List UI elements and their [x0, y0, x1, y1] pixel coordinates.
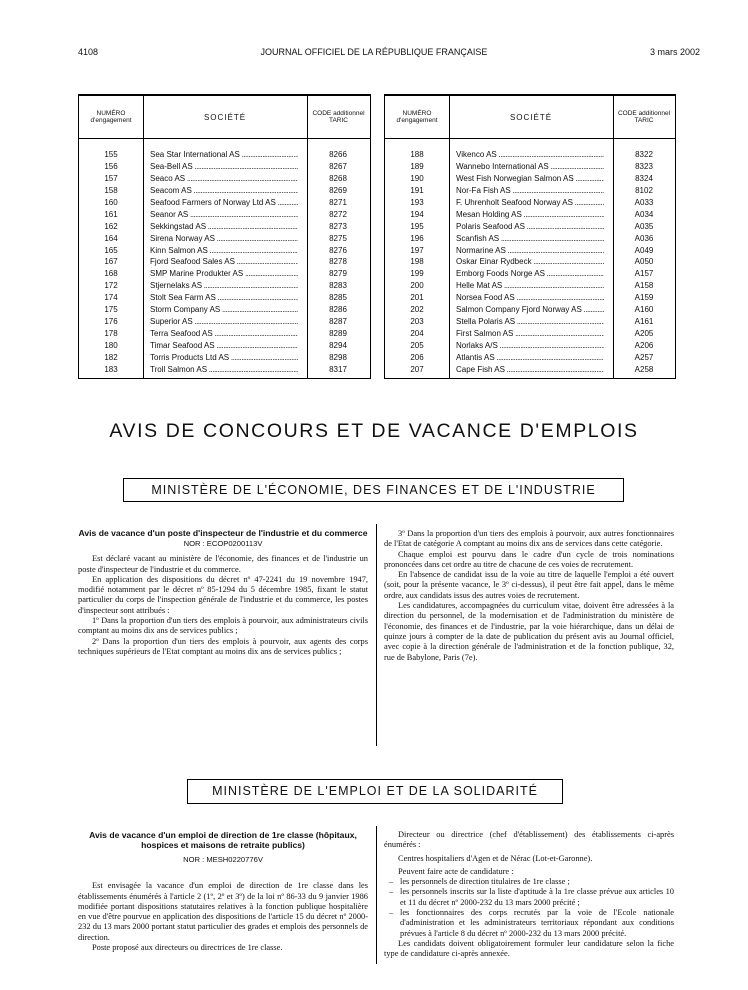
table-row	[385, 221, 675, 233]
engagement-number: 189	[410, 161, 424, 171]
engagement-number: 175	[104, 305, 118, 315]
company-name: Nor-Fa Fish AS .....	[456, 185, 604, 197]
company-name: Sirena Norway AS .....	[150, 233, 298, 245]
engagement-number: 182	[104, 352, 118, 362]
company-name: Sekkingstad AS .....	[150, 221, 298, 233]
table-row	[385, 256, 675, 268]
taric-code: 8278	[329, 257, 347, 267]
paragraph: Peuvent faire acte de candidature :	[398, 866, 514, 876]
paragraph: 2º Dans la proportion d'un tiers des emplois à pourvoir, aux agents des corps techniques supérieurs de l'Etat comptant au moins dix ans de services publics ;	[78, 636, 368, 656]
taric-code: 8269	[329, 185, 347, 195]
paragraph: En application des dispositions du décret nº 47-2241 du 19 novembre 1947, modifié notamment par le décret nº 85-1294 du 5 décembre 1985, fixant le statut particulier du corps de l'inspection générale de l'industrie et du commerce, les postes d'inspecteur sont attribués :	[78, 574, 368, 615]
engagement-number: 196	[410, 233, 424, 243]
taric-code: 8276	[329, 245, 347, 255]
taric-code: A033	[634, 197, 654, 207]
col-header-code: CODE additionnel TARIC	[617, 110, 671, 124]
company-name: Torris Products Ltd AS .....	[150, 352, 298, 364]
nor-reference: NOR : ECOP0200113V	[183, 539, 263, 548]
taric-code: A157	[634, 269, 654, 279]
paragraph: Centres hospitaliers d'Agen et de Nérac (Lot-et-Garonne).	[398, 853, 593, 863]
ministry1-left-column	[78, 528, 368, 657]
taric-code: 8294	[329, 341, 347, 350]
engagement-number: 206	[410, 352, 424, 362]
taric-code: A159	[634, 293, 654, 303]
company-name: Mesan Holding AS .....	[456, 209, 604, 221]
table-row	[385, 161, 675, 173]
col-header-numero: NUMÉRO d'engagement	[396, 110, 438, 124]
company-name: SMP Marine Produkter AS .....	[150, 268, 298, 280]
taric-code: 8279	[329, 269, 347, 279]
company-name: First Salmon AS .....	[456, 328, 604, 340]
table-row	[385, 173, 675, 185]
taric-code: 8266	[329, 150, 347, 159]
engagement-number: 180	[104, 341, 118, 350]
taric-code: 8268	[329, 173, 347, 183]
engagement-number: 161	[104, 209, 118, 219]
table-row	[79, 316, 370, 328]
col-header-societe: SOCIÉTÉ	[203, 112, 247, 122]
table-body	[385, 139, 675, 378]
engagement-number: 156	[104, 161, 118, 171]
taric-code: 8324	[635, 173, 653, 183]
taric-code: 8289	[329, 329, 347, 339]
table-row	[79, 221, 370, 233]
table-row	[385, 304, 675, 316]
paragraph: Est déclaré vacant au ministère de l'économie, des finances et de l'industrie un poste d'inspecteur de l'industrie et du commerce.	[78, 554, 368, 574]
table-row	[79, 245, 370, 257]
engagement-number: 162	[104, 221, 118, 231]
column-divider	[376, 826, 377, 964]
taric-code: 8317	[329, 364, 347, 374]
notice-heading: Avis de vacance d'un emploi de direction de 1re classe (hôpitaux, hospices et maisons de retraite publics)	[89, 830, 357, 850]
company-name: Superior AS .....	[150, 316, 298, 328]
taric-code: A049	[634, 245, 654, 255]
company-name: Helle Mat AS .....	[456, 280, 604, 292]
company-name: Troll Salmon AS .....	[150, 364, 298, 376]
table-row	[79, 197, 370, 209]
taric-code: 8271	[329, 197, 347, 207]
taric-code: 8283	[329, 281, 347, 291]
table-row	[385, 209, 675, 221]
table-row	[385, 328, 675, 340]
engagement-number: 205	[410, 341, 424, 350]
engagement-number: 202	[410, 305, 424, 315]
engagement-number: 193	[410, 197, 424, 207]
company-name: Stjernelaks AS .....	[150, 280, 298, 292]
company-name: West Fish Norwegian Salmon AS .....	[456, 173, 604, 185]
table-row	[385, 149, 675, 161]
table-row	[79, 209, 370, 221]
table-row	[79, 268, 370, 280]
engagement-number: 207	[410, 364, 424, 374]
taric-code: 8322	[635, 150, 653, 159]
candidate-list	[384, 877, 674, 939]
list-item: – les personnels de direction titulaires de 1re classe ;	[400, 877, 674, 887]
company-name: Wannebo International AS .....	[456, 161, 604, 173]
table-row	[385, 352, 675, 364]
engagement-number: 198	[410, 257, 424, 267]
taric-code: 8285	[329, 293, 347, 303]
table-row	[385, 268, 675, 280]
table-row	[385, 316, 675, 328]
company-name: Sea Star International AS .....	[150, 149, 298, 161]
table-row	[385, 233, 675, 245]
table-row	[79, 185, 370, 197]
table-row	[385, 280, 675, 292]
page-number: 4108	[78, 47, 99, 57]
table-row	[79, 256, 370, 268]
table-row	[79, 149, 370, 161]
paragraph: En l'absence de candidat issu de la voie au titre de laquelle l'emploi a été ouvert (soit, pour la présente vacance, le 3º ci-dessus), il peut être fait appel, dans le même ordre, aux candidats issus des autres voies de recrutement.	[384, 570, 674, 600]
col-header-code: CODE additionnel TARIC	[312, 110, 365, 124]
paragraph: Les candidats doivent obligatoirement formuler leur candidature selon la fiche type de candidature ci-après annexée.	[384, 938, 674, 959]
table-body	[79, 139, 370, 378]
taric-code: 8286	[329, 305, 347, 315]
taric-table-left	[78, 94, 371, 379]
company-name: F. Uhrenholt Seafood Norway AS .....	[456, 197, 604, 209]
table-row	[385, 197, 675, 209]
company-name: Stella Polaris AS .....	[456, 316, 604, 328]
taric-code: 8298	[329, 352, 347, 362]
taric-code: A050	[634, 257, 654, 267]
company-name: Timar Seafood AS .....	[150, 340, 298, 352]
engagement-number: 188	[410, 150, 424, 159]
engagement-number: 199	[410, 269, 424, 279]
company-name: Terra Seafood AS .....	[150, 328, 298, 340]
paragraph: Est envisagée la vacance d'un emploi de direction de 1re classe dans les établissements énumérés à l'article 2 (1º, 2º et 3º) de la loi nº 86-33 du 9 janvier 1986 modifiée portant dispositions statutaires relatives à la fonction publique hospitalière en vue d'être pourvue en application des dispositions de l'article 15 du décret nº 2000-232 du 13 mars 2000 portant statut particulier des grades et emplois des personnels de direction.	[78, 881, 368, 942]
table-row	[79, 364, 370, 376]
table-row	[79, 161, 370, 173]
taric-code: A258	[634, 364, 654, 374]
table-row	[79, 352, 370, 364]
company-name: Oskar Einar Rydbeck .....	[456, 256, 604, 268]
company-name: Emborg Foods Norge AS .....	[456, 268, 604, 280]
column-divider	[376, 524, 377, 746]
taric-code: A206	[634, 341, 654, 350]
ministry2-right-column	[384, 830, 674, 960]
engagement-number: 200	[410, 281, 424, 291]
company-name: Seacom AS .....	[150, 185, 298, 197]
taric-code: A036	[634, 233, 654, 243]
notice-heading: Avis de vacance d'un poste d'inspecteur de l'industrie et du commerce	[78, 528, 368, 538]
company-name: Storm Company AS .....	[150, 304, 298, 316]
table-row	[385, 245, 675, 257]
company-name: Salmon Company Fjord Norway AS .....	[456, 304, 604, 316]
company-name: Seanor AS .....	[150, 209, 298, 221]
table-row	[385, 340, 675, 352]
taric-code: A158	[634, 281, 654, 291]
table-row	[79, 233, 370, 245]
company-name: Scanfish AS .....	[456, 233, 604, 245]
engagement-number: 174	[104, 293, 118, 303]
company-name: Kinn Salmon AS .....	[150, 245, 298, 257]
journal-title: JOURNAL OFFICIEL DE LA RÉPUBLIQUE FRANÇAISE	[260, 47, 488, 57]
taric-code: 8272	[329, 209, 347, 219]
list-item: – les personnels inscrits sur la liste d'aptitude à la 1re classe prévue aux articles 10 et 11 du décret nº 2000-232 du 13 mars 2000 précité ;	[400, 887, 674, 908]
table-row	[79, 280, 370, 292]
engagement-number: 190	[410, 173, 424, 183]
company-name: Sea-Bell AS .....	[150, 161, 298, 173]
ministry1-right-column	[384, 529, 674, 663]
company-name: Norlaks A/S .....	[456, 340, 604, 352]
paragraph: 3º Dans la proportion d'un tiers des emplois à pourvoir, aux autres fonctionnaires de l'Etat de catégorie A comptant au moins dix ans de services dans cette catégorie.	[384, 529, 674, 549]
company-name: Fjord Seafood Sales AS .....	[150, 256, 298, 268]
company-name: Cape Fish AS .....	[456, 364, 604, 376]
company-name: Polaris Seafood AS .....	[456, 221, 604, 233]
taric-code: A034	[634, 209, 654, 219]
table-row	[385, 292, 675, 304]
taric-code: 8287	[329, 317, 347, 327]
company-name: Norsea Food AS .....	[456, 292, 604, 304]
table-row	[79, 292, 370, 304]
nor-reference: NOR : MESH0220776V	[183, 855, 263, 864]
engagement-number: 178	[104, 329, 118, 339]
company-name: Stolt Sea Farm AS .....	[150, 292, 298, 304]
taric-code: 8275	[329, 233, 347, 243]
engagement-number: 160	[104, 197, 118, 207]
table-row	[79, 328, 370, 340]
col-header-numero: NUMÉRO d'engagement	[90, 110, 132, 124]
company-name: Normarine AS .....	[456, 245, 604, 257]
engagement-number: 183	[104, 364, 118, 374]
company-name: Atlantis AS .....	[456, 352, 604, 364]
engagement-number: 165	[104, 245, 118, 255]
ministry-emploi-box: MINISTÈRE DE L'EMPLOI ET DE LA SOLIDARITÉ	[187, 779, 563, 804]
engagement-number: 164	[104, 233, 118, 243]
taric-code: 8323	[635, 161, 653, 171]
engagement-number: 197	[410, 245, 424, 255]
engagement-number: 191	[410, 185, 424, 195]
table-row	[79, 340, 370, 352]
engagement-number: 194	[410, 209, 424, 219]
engagement-number: 155	[104, 150, 118, 159]
company-name: Seafood Farmers of Norway Ltd AS .....	[150, 197, 298, 209]
taric-code: 8273	[329, 221, 347, 231]
engagement-number: 168	[104, 269, 118, 279]
paragraph: Chaque emploi est pourvu dans le cadre d'un cycle de trois nominations prononcées dans cet ordre au titre de chacune de ces voies de recrutement.	[384, 549, 674, 569]
taric-code: A160	[634, 305, 654, 315]
taric-code: 8267	[329, 161, 347, 171]
company-name: Seaco AS .....	[150, 173, 298, 185]
taric-table-right	[384, 94, 676, 379]
ministry-economie-box: MINISTÈRE DE L'ÉCONOMIE, DES FINANCES ET DE L'INDUSTRIE	[123, 478, 624, 502]
taric-code: A035	[634, 221, 654, 231]
engagement-number: 158	[104, 185, 118, 195]
table-row	[385, 364, 675, 376]
page-date: 3 mars 2002	[649, 47, 700, 57]
list-item: – les fonctionnaires des corps recrutés par la voie de l'Ecole nationale d'administration et les administrateurs territoriaux répondant aux conditions prévues à l'article 8 du décret nº 2000-232 du 13 mars 2000 précité.	[400, 908, 674, 939]
paragraph: Poste proposé aux directeurs ou directrices de 1re classe.	[92, 943, 283, 953]
paragraph: Les candidatures, accompagnées du curriculum vitae, doivent être adressées à la direction du personnel, de la modernisation et de l'administration du ministère de l'économie, des finances et de l'industrie, par la voie hiérarchique, dans un délai de quinze jours à compter de la date de publication du présent avis au Journal officiel, avec copie à la direction générale de l'administration et de la fonction publique, 32, rue de Babylone, Paris (7e).	[384, 601, 674, 662]
taric-code: A257	[634, 352, 654, 362]
company-name: Vikenco AS .....	[456, 149, 604, 161]
section-title: AVIS DE CONCOURS ET DE VACANCE D'EMPLOIS	[109, 420, 639, 442]
table-row	[79, 304, 370, 316]
engagement-number: 195	[410, 221, 424, 231]
engagement-number: 167	[104, 257, 118, 267]
table-row	[79, 173, 370, 185]
engagement-number: 201	[410, 293, 424, 303]
paragraph: 1º Dans la proportion d'un tiers des emplois à pourvoir, aux administrateurs civils comptant au moins dix ans de services publics ;	[78, 616, 368, 636]
engagement-number: 172	[104, 281, 118, 291]
ministry2-left-column	[78, 830, 368, 953]
col-header-societe: SOCIÉTÉ	[509, 112, 553, 122]
taric-code: A205	[634, 329, 654, 339]
engagement-number: 203	[410, 317, 424, 327]
taric-code: 8102	[635, 185, 653, 195]
engagement-number: 157	[104, 173, 118, 183]
table-row	[385, 185, 675, 197]
engagement-number: 204	[410, 329, 424, 339]
taric-code: A161	[634, 317, 654, 327]
engagement-number: 176	[104, 317, 118, 327]
paragraph: Directeur ou directrice (chef d'établissement) des établissements ci-après énumérés :	[384, 830, 674, 850]
